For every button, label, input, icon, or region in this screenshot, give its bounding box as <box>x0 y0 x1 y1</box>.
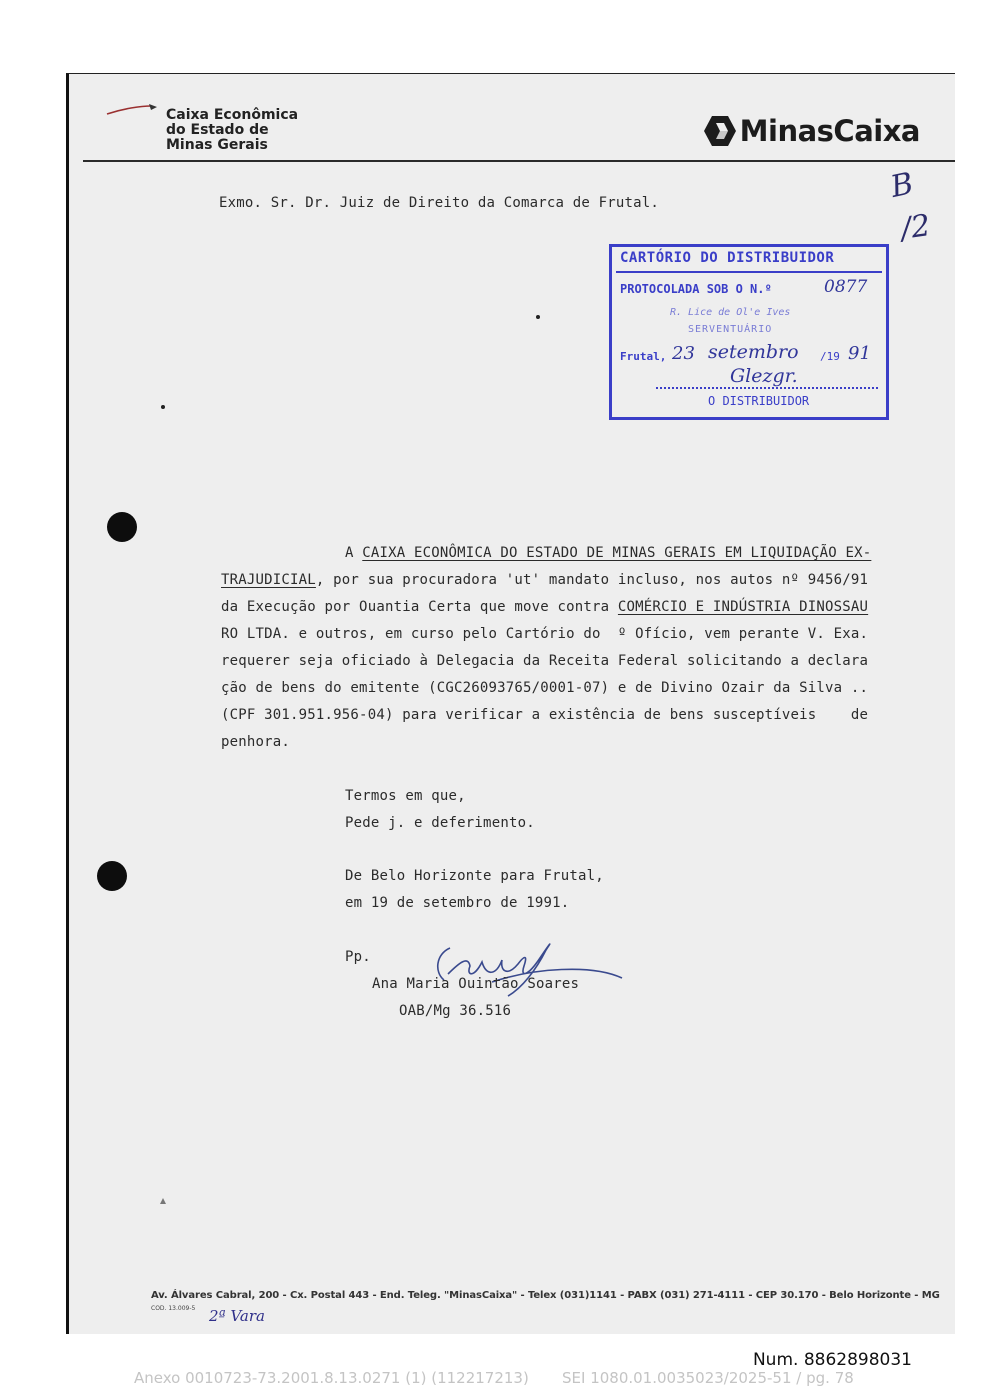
body-line-8: penhora. <box>221 734 291 750</box>
signer-oab: OAB/Mg 36.516 <box>399 1003 512 1019</box>
body-line-2 <box>221 572 868 588</box>
stamp-signature: Glezgr. <box>730 365 798 387</box>
document-number: Num. 8862898031 <box>752 1350 912 1370</box>
body-line-3-prefix: da Execução por Ouantia Certa que move contra <box>221 599 618 615</box>
stamp-day: 23 <box>672 343 695 364</box>
stamp-faded-line1: R. Lice de Ol'e Ives <box>670 307 791 318</box>
body-line-1-prefix: A <box>345 545 363 561</box>
org-name-line2: do Estado de <box>166 122 269 138</box>
stamp-title-rule <box>616 271 882 273</box>
body-line-3 <box>221 599 868 615</box>
closing-line-1: Termos em que, <box>345 788 466 804</box>
brand-name: MinasCaixa <box>739 114 920 148</box>
closing-line-2: Pede j. e deferimento. <box>345 815 535 831</box>
stamp-year-suffix: 91 <box>848 343 871 364</box>
stamp-protocol-number: 0877 <box>824 277 868 297</box>
corner-annotation-b: B <box>887 166 917 205</box>
body-line-4: RO LTDA. e outros, em curso pelo Cartório do º Ofício, vem perante V. Exa. <box>221 626 869 642</box>
body-line-1 <box>345 545 871 561</box>
stamp-protocol-label: PROTOCOLADA SOB O N.º <box>620 282 772 296</box>
body-line-7: (CPF 301.951.956-04) para verificar a existência de bens susceptíveis de <box>221 707 869 723</box>
document-sheet <box>66 73 955 1334</box>
brand-logo <box>702 114 920 148</box>
addressee: Exmo. Sr. Dr. Juiz de Direito da Comarca de Frutal. <box>219 195 660 211</box>
date-line: em 19 de setembro de 1991. <box>345 895 570 911</box>
minascaixa-logo-icon <box>702 114 738 148</box>
distributor-stamp <box>609 244 889 420</box>
stamp-footer: O DISTRIBUIDOR <box>708 394 810 408</box>
speck-2 <box>536 315 540 319</box>
creditor-name-cont: TRAJUDICIAL <box>221 572 316 588</box>
stamp-faded-line2: SERVENTUÁRIO <box>688 324 773 335</box>
stamp-year-prefix: /19 <box>820 350 840 363</box>
creditor-name: CAIXA ECONÔMICA DO ESTADO DE MINAS GERAIS EM LIQUIDAÇÃO EX- <box>362 545 872 561</box>
pen-mark-icon <box>105 100 165 120</box>
punch-hole-top <box>107 512 137 542</box>
body-line-5: requerer seja oficiado à Delegacia da Receita Federal solicitando a declara <box>221 653 869 669</box>
body-line-2-rest: , por sua procuradora 'ut' mandato incluso, nos autos nº 9456/91 <box>315 572 869 588</box>
org-name <box>166 108 298 153</box>
stamp-signature-rule <box>656 387 878 389</box>
org-name-line1: Caixa Econômica <box>166 107 299 123</box>
stamp-city-label: Frutal, <box>620 350 667 363</box>
place-line: De Belo Horizonte para Frutal, <box>345 868 604 884</box>
stamp-month: setembro <box>708 341 799 363</box>
triangle-mark-icon <box>160 1198 166 1204</box>
debtor-name: COMÉRCIO E INDÚSTRIA DINOSSAU <box>617 599 869 615</box>
header-rule <box>83 160 955 162</box>
form-code: COD. 13.009-5 <box>151 1305 196 1312</box>
stamp-title: CARTÓRIO DO DISTRIBUIDOR <box>620 250 835 266</box>
annex-reference: Anexo 0010723-73.2001.8.13.0271 (1) (112217213) <box>134 1369 529 1387</box>
signer-name: Ana Maria Ouintão Soares <box>372 976 580 992</box>
body-line-6: ção de bens do emitente (CGC26093765/0001-07) e de Divino Ozair da Silva .. <box>221 680 869 696</box>
org-name-line3: Minas Gerais <box>166 137 268 153</box>
corner-annotation-2: /2 <box>898 208 933 247</box>
footer-address: Av. Álvares Cabral, 200 - Cx. Postal 443 - End. Teleg. "MinasCaixa" - Telex (031)1141 - PABX (031) 271-4111 - CEP 30.170 - Belo Horizonte - MG <box>151 1290 940 1301</box>
sei-reference: SEI 1080.01.0035023/2025-51 / pg. 78 <box>562 1369 854 1387</box>
pp-label: Pp. <box>345 949 371 965</box>
punch-hole-bottom <box>97 861 127 891</box>
speck-1 <box>161 405 165 409</box>
handwritten-note: 2ª Vara <box>209 1307 265 1325</box>
